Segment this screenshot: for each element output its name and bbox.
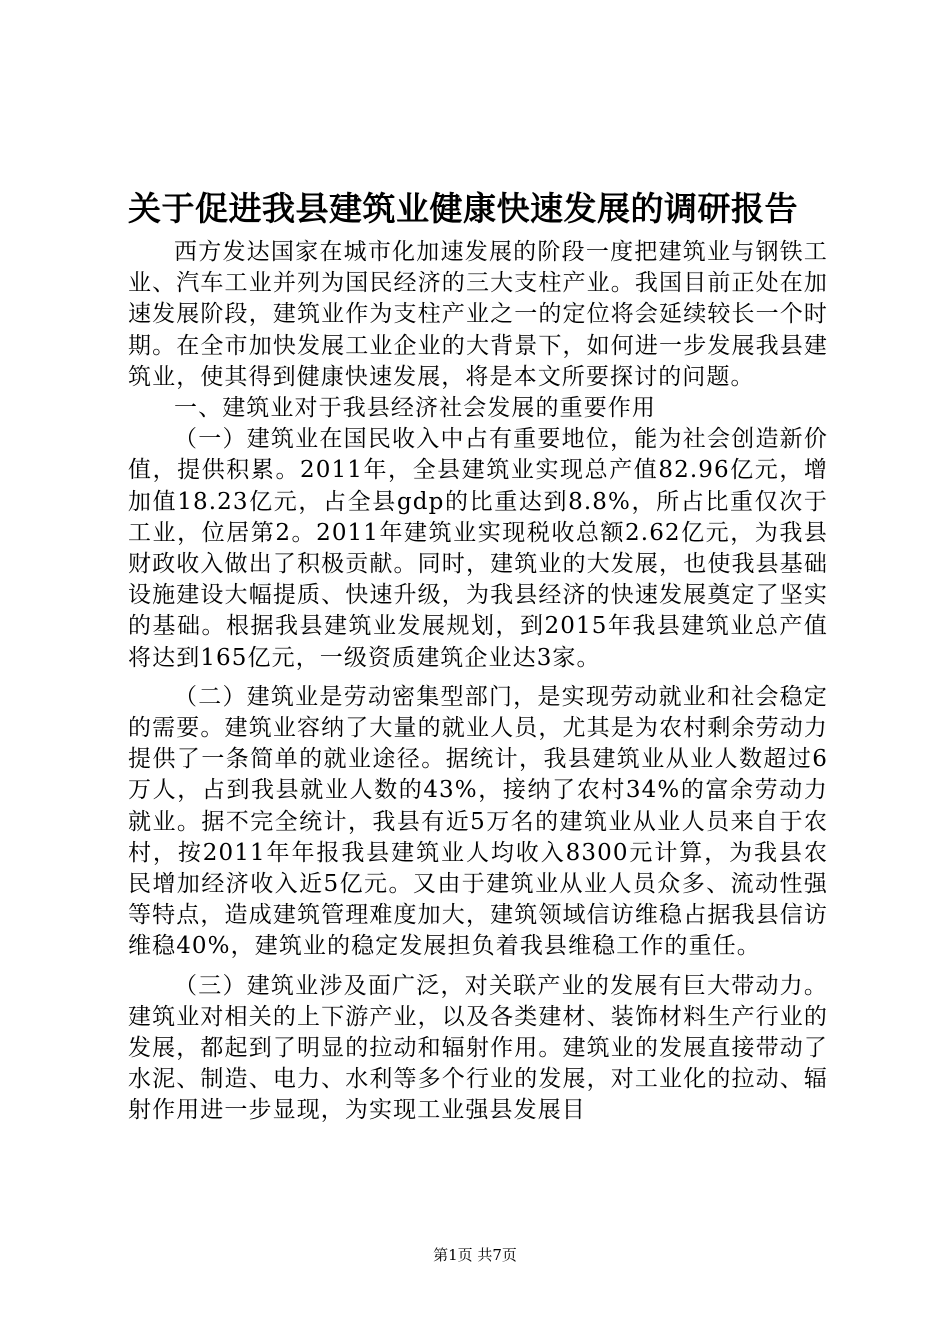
- paragraph-section-1: （一）建筑业在国民收入中占有重要地位，能为社会创造新价值，提供积累。2011年，全县建筑业实现总产值82.96亿元，增加值18.23亿元，占全县gdp的比重达到8.8%，所占比重仅次于工业，位居第2。2011年建筑业实现税收总额2.62亿元，为我县财政收入做出了积极贡献。同时，建筑业的大发展，也使我县基础设施建设大幅提质、快速升级，为我县经济的快速发展奠定了坚实的基础。根据我县建筑业发展规划，到2015年我县建筑业总产值将达到165亿元，一级资质建筑企业达3家。: [128, 426, 828, 671]
- section-heading: 一、建筑业对于我县经济社会发展的重要作用: [174, 395, 656, 422]
- intro-paragraph: 西方发达国家在城市化加速发展的阶段一度把建筑业与钢铁工业、汽车工业并列为国民经济的三大支柱产业。我国目前正处在加速发展阶段，建筑业作为支柱产业之一的定位将会延续较长一个时期。在全市加快发展工业企业的大背景下，如何进一步发展我县建筑业，使其得到健康快速发展，将是本文所要探讨的问题。: [128, 239, 828, 390]
- page-number-footer: 第1页 共7页: [433, 1246, 517, 1264]
- document-body: [128, 237, 828, 1127]
- paragraph-section-2: （二）建筑业是劳动密集型部门，是实现劳动就业和社会稳定的需要。建筑业容纳了大量的就业人员，尤其是为农村剩余劳动力提供了一条简单的就业途径。据统计，我县建筑业从业人数超过6万人，占到我县就业人数的43%，接纳了农村34%的富余劳动力就业。据不完全统计，我县有近5万名的建筑业从业人员来自于农村，按2011年年报我县建筑业人均收入8300元计算，为我县农民增加经济收入近5亿元。又由于建筑业从业人员众多、流动性强等特点，造成建筑管理难度加大，建筑领域信访维稳占据我县信访维稳40%，建筑业的稳定发展担负着我县维稳工作的重任。: [128, 683, 828, 960]
- document-title: 关于促进我县建筑业健康快速发展的调研报告: [128, 189, 798, 228]
- paragraph-section-3: （三）建筑业涉及面广泛，对关联产业的发展有巨大带动力。建筑业对相关的上下游产业，以及各类建材、装饰材料生产行业的发展，都起到了明显的拉动和辐射作用。建筑业的发展直接带动了水泥、制造、电力、水利等多个行业的发展，对工业化的拉动、辐射作用进一步显现，为实现工业强县发展目: [128, 972, 828, 1124]
